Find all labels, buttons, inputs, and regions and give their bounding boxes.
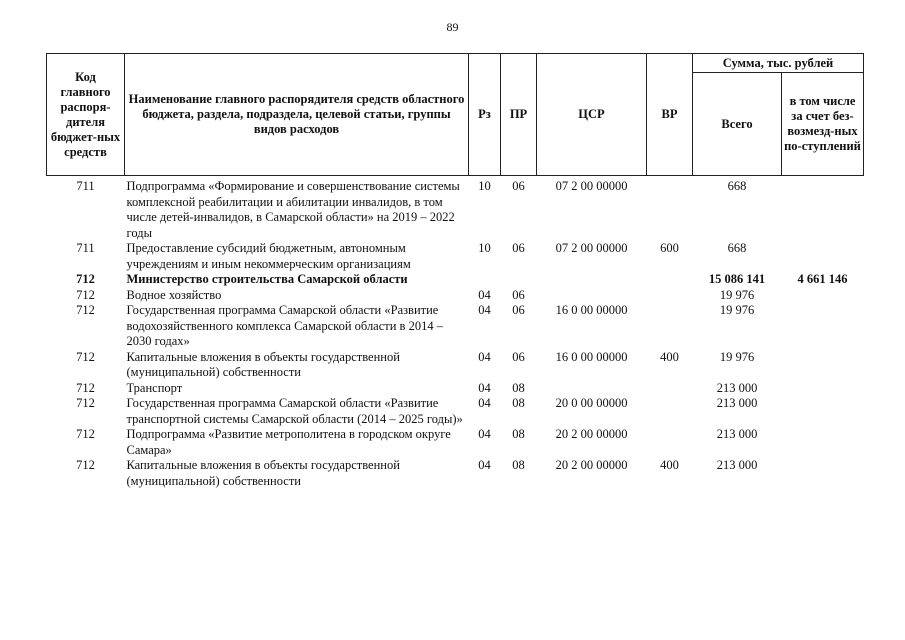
header-rz: Рз	[469, 54, 501, 176]
cell-name: Государственная программа Самарской области «Развитие водохозяйственного комплекса Самарской области в 2014 – 2030 годах»	[126, 303, 443, 348]
cell-total: 15 086 141	[708, 272, 766, 286]
cell-code: 712	[76, 349, 95, 364]
cell-name: Предоставление субсидий бюджетным, автономным учреждениям и иным некоммерческим организациям	[126, 241, 411, 271]
cell-rz: 04	[478, 287, 491, 302]
table-row	[47, 396, 864, 427]
header-total: Всего	[693, 73, 782, 176]
cell-total: 19 976	[719, 349, 755, 364]
header-vr: ВР	[647, 54, 693, 176]
cell-code: 711	[76, 241, 95, 255]
table-row	[47, 350, 864, 381]
table-row	[47, 303, 864, 350]
table-row	[47, 241, 864, 272]
cell-rz: 04	[478, 380, 491, 395]
cell-pr: 06	[512, 241, 525, 255]
cell-extra	[782, 303, 864, 350]
cell-csr	[537, 272, 647, 288]
header-pr: ПР	[501, 54, 537, 176]
cell-code: 712	[76, 303, 95, 317]
cell-name: Министерство строительства Самарской области	[126, 272, 408, 286]
cell-extra	[782, 176, 864, 242]
cell-vr	[647, 427, 693, 458]
cell-vr: 400	[660, 349, 679, 364]
cell-rz: 04	[478, 458, 491, 472]
header-csr: ЦСР	[537, 54, 647, 176]
cell-pr: 06	[512, 287, 525, 302]
cell-total: 213 000	[716, 396, 758, 410]
cell-code: 712	[76, 427, 95, 441]
cell-extra	[782, 396, 864, 427]
cell-rz: 10	[478, 179, 491, 193]
cell-pr: 08	[512, 396, 525, 410]
cell-name: Капитальные вложения в объекты государственной (муниципальной) собственности	[126, 458, 400, 488]
budget-table	[46, 53, 864, 489]
cell-extra	[782, 427, 864, 458]
cell-csr	[537, 381, 647, 397]
cell-vr	[647, 272, 693, 288]
cell-csr: 16 0 00 00000	[555, 349, 628, 364]
cell-vr	[647, 303, 693, 350]
cell-name: Водное хозяйство	[126, 287, 222, 302]
cell-vr	[647, 381, 693, 397]
cell-total: 19 976	[719, 287, 755, 302]
cell-extra	[782, 350, 864, 381]
page-number: 89	[446, 20, 459, 34]
cell-code: 712	[76, 287, 95, 302]
table-row	[47, 272, 864, 288]
cell-pr: 06	[512, 179, 525, 193]
table-row	[47, 288, 864, 304]
cell-total: 19 976	[719, 303, 755, 317]
cell-code: 712	[76, 458, 95, 472]
cell-pr	[501, 272, 537, 288]
cell-pr: 06	[512, 349, 525, 364]
cell-pr: 08	[512, 427, 525, 441]
cell-csr: 16 0 00 00000	[555, 303, 628, 317]
cell-vr	[647, 396, 693, 427]
cell-extra: 4 661 146	[797, 272, 848, 286]
cell-rz: 04	[478, 427, 491, 441]
cell-total: 213 000	[716, 380, 758, 395]
table-row	[47, 381, 864, 397]
cell-total: 213 000	[716, 427, 758, 441]
cell-extra	[782, 381, 864, 397]
cell-code: 712	[76, 396, 95, 410]
header-row	[47, 54, 864, 73]
cell-pr: 08	[512, 380, 525, 395]
cell-csr: 20 2 00 00000	[555, 427, 628, 441]
cell-name: Подпрограмма «Формирование и совершенствование системы комплексной реабилитации и абилитации инвалидов, в том числе детей-инвалидов, в Самарской области» на 2019 – 2022 годы	[126, 179, 460, 240]
cell-csr: 20 0 00 00000	[555, 396, 628, 410]
cell-rz	[469, 272, 501, 288]
cell-code: 711	[76, 179, 95, 193]
cell-total: 668	[727, 241, 747, 255]
cell-pr: 08	[512, 458, 525, 472]
cell-name: Транспорт	[126, 380, 183, 395]
cell-name: Государственная программа Самарской области «Развитие транспортной системы Самарской области (2014 – 2025 годы)»	[126, 396, 463, 426]
cell-csr	[537, 288, 647, 304]
table-row	[47, 458, 864, 489]
cell-csr: 07 2 00 00000	[555, 241, 628, 255]
header-name: Наименование главного распорядителя средств областного бюджета, раздела, подраздела, целевой статьи, группы видов расходов	[125, 54, 469, 176]
cell-vr	[647, 176, 693, 242]
cell-code: 712	[76, 272, 95, 286]
cell-rz: 04	[478, 303, 491, 317]
table-row	[47, 176, 864, 242]
cell-rz: 04	[478, 349, 491, 364]
cell-name: Капитальные вложения в объекты государственной (муниципальной) собственности	[126, 349, 400, 379]
cell-code: 712	[76, 380, 95, 395]
cell-extra	[782, 288, 864, 304]
table-row	[47, 427, 864, 458]
cell-pr: 06	[512, 303, 525, 317]
cell-rz: 04	[478, 396, 491, 410]
cell-extra	[782, 241, 864, 272]
cell-vr: 400	[660, 458, 679, 472]
header-code: Код главного распоря-дителя бюджет-ных средств	[47, 54, 125, 176]
cell-csr: 07 2 00 00000	[555, 179, 628, 193]
cell-name: Подпрограмма «Развитие метрополитена в городском округе Самара»	[126, 427, 451, 457]
cell-total: 213 000	[716, 458, 758, 472]
cell-vr: 600	[660, 241, 679, 255]
cell-total: 668	[727, 179, 747, 193]
cell-extra	[782, 458, 864, 489]
cell-vr	[647, 288, 693, 304]
table-body	[47, 176, 864, 490]
cell-csr: 20 2 00 00000	[555, 458, 628, 472]
header-extra: в том числе за счет без-возмезд-ных по-ступлений	[782, 73, 864, 176]
header-sum: Сумма, тыс. рублей	[693, 54, 864, 73]
cell-rz: 10	[478, 241, 491, 255]
